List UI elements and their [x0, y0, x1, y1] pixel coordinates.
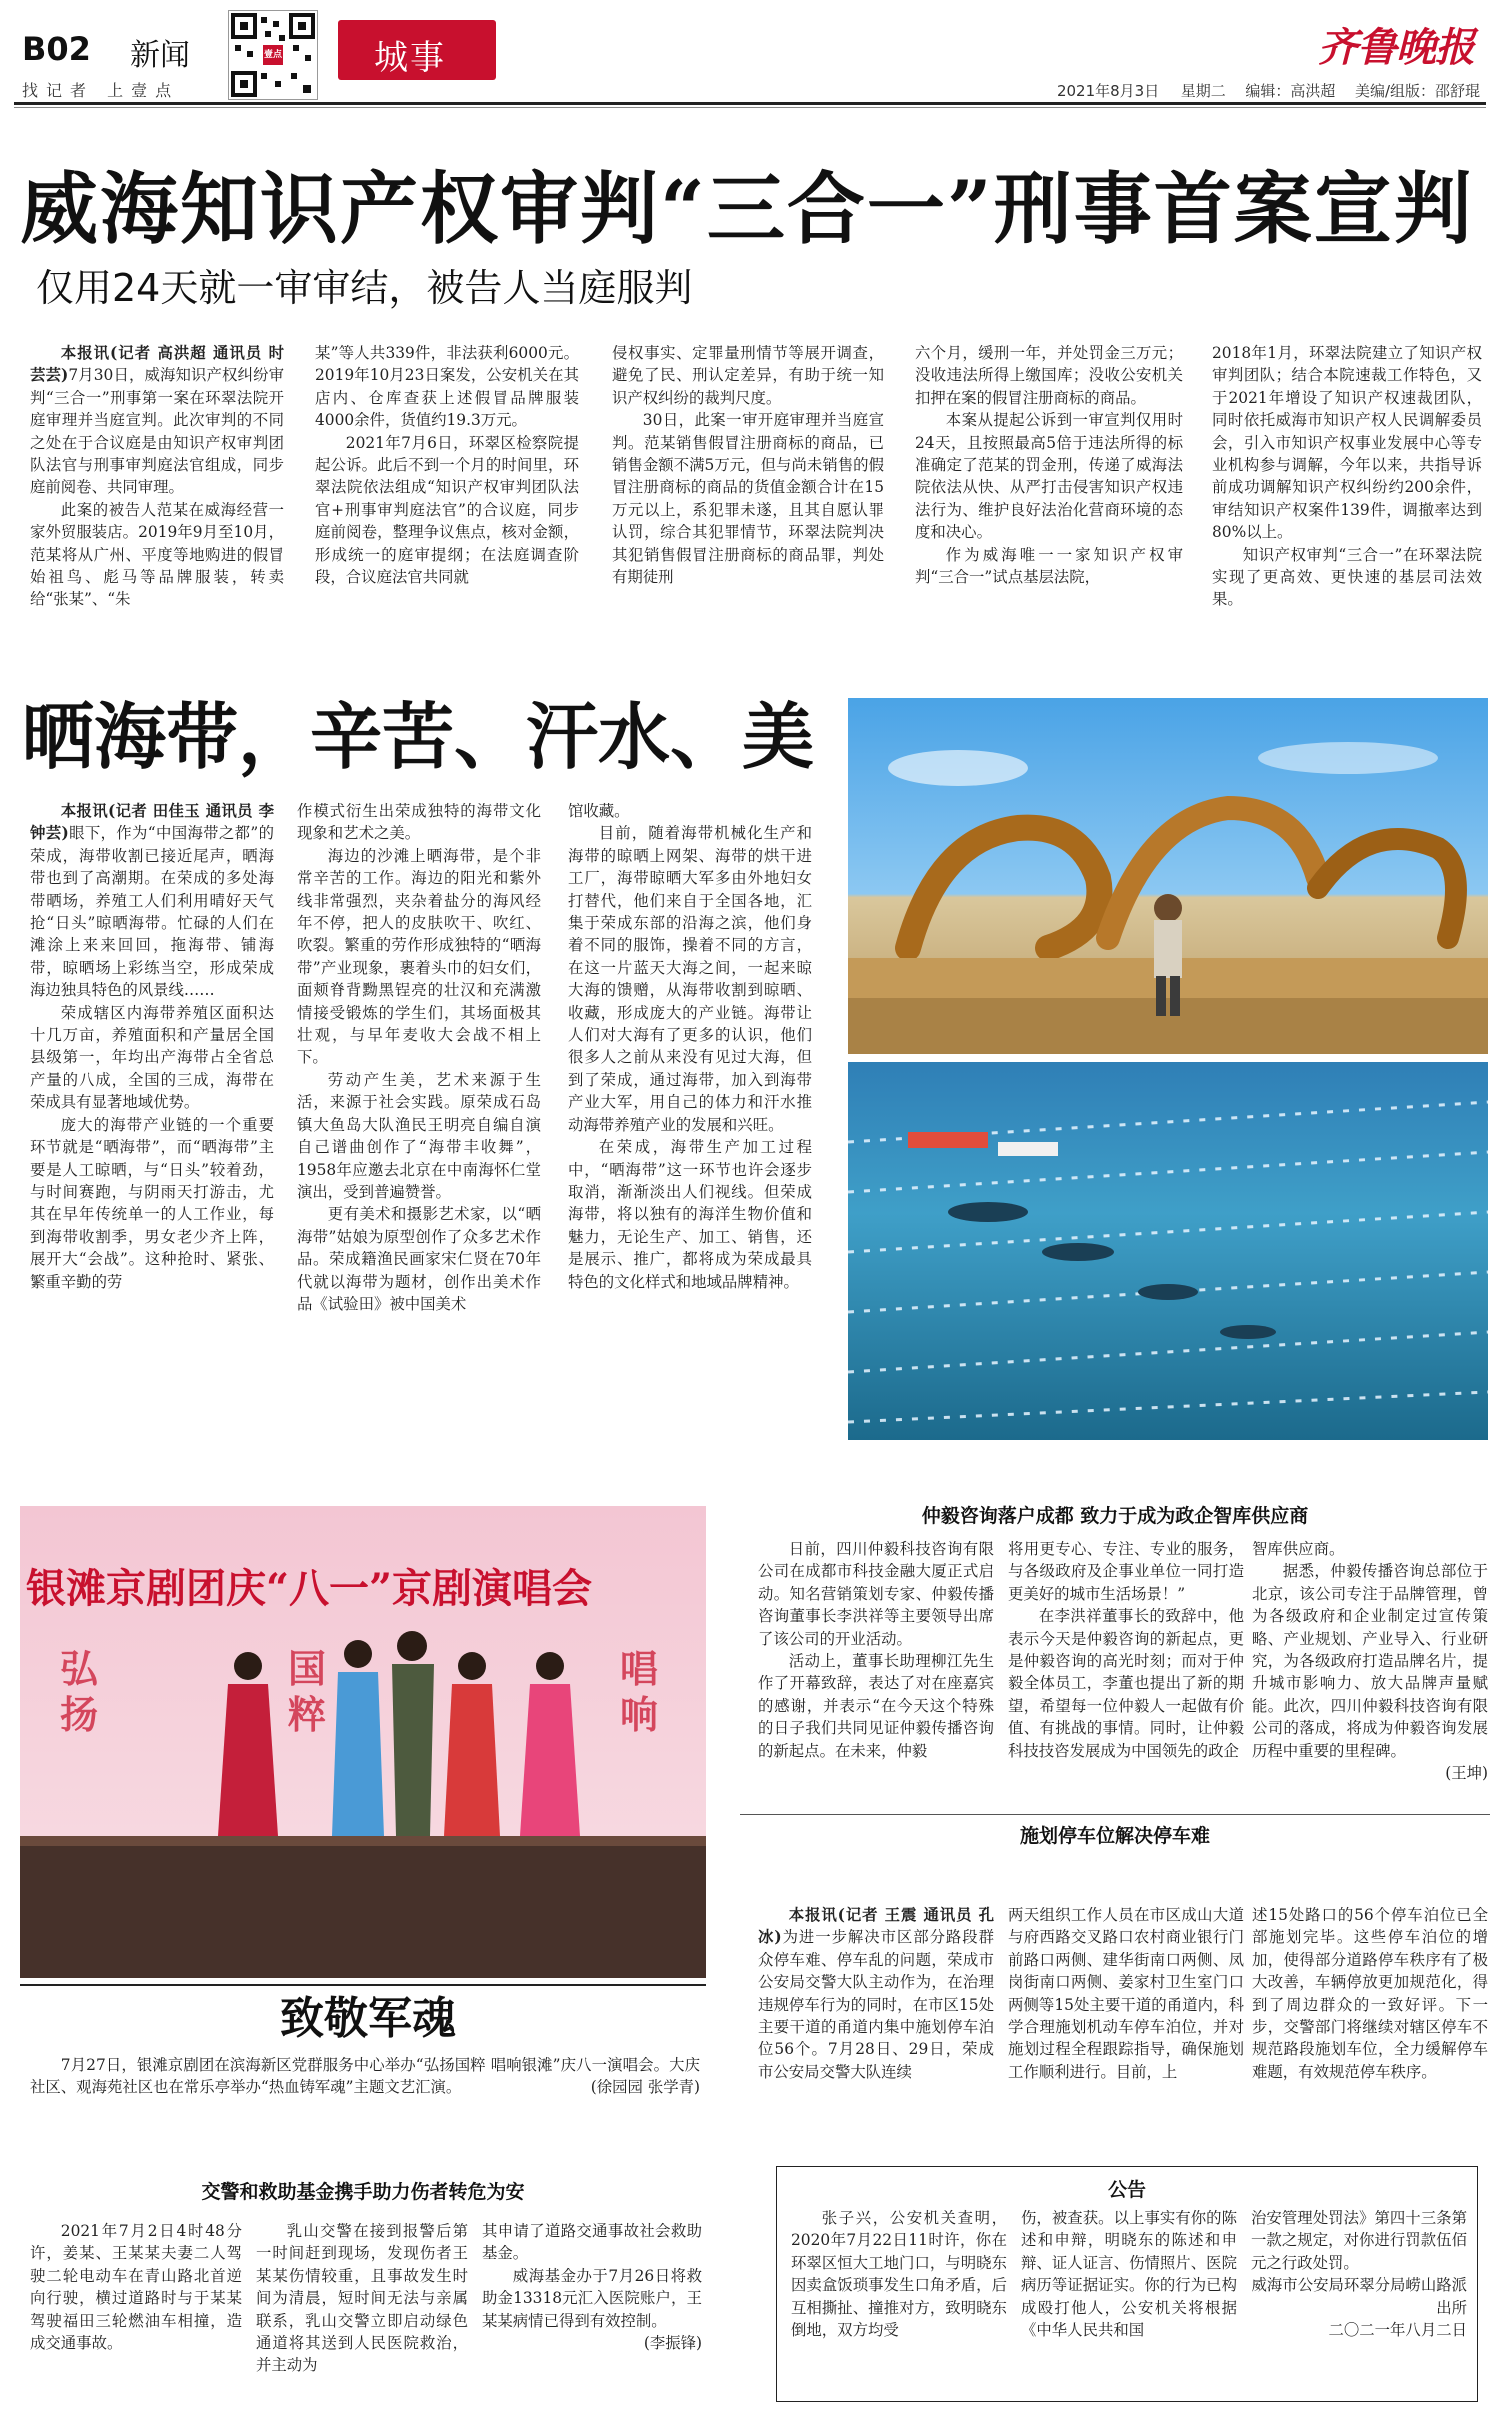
banner-text: 银滩京剧团庆“八一”京剧演唱会	[26, 1565, 593, 1612]
banner-side-left: 弘扬	[60, 1646, 99, 1737]
story-zhongyi-col-2: 将用更专心、专注、专业的服务，与各级政府及企事业单位一同打造更美好的城市生活场景！” 在李洪祥董事长的致辞中，他表示今天是仲毅咨询的新起点，更是仲毅咨询的高光时刻；而对于仲毅全体员工，李董也提出了新的期望，希望每一位仲毅人一起做有价值、有挑战的事情。同时，让仲毅科技技咨发展成为中国领先的政企	[1008, 1540, 1244, 1760]
photo-seaweed-drying[interactable]	[848, 698, 1488, 1054]
notice-col-3: 治安管理处罚法》第四十三条第一款之规定，对你进行罚款伍佰元之行政处罚。 威海市公安局环翠分局崂山路派出所 二〇二一年八月二日	[1251, 2207, 1467, 2397]
masthead-divider-thin	[14, 107, 1486, 108]
masthead	[0, 0, 1500, 112]
notice-col-2: 伤，被查获。以上事实有你的陈述和申辩，明晓东的陈述和申辩、证人证言、伤情照片、医院病历等证据证实。你的行为已构成殴打他人，公安机关将根据《中华人民共和国	[1021, 2209, 1237, 2340]
divider	[740, 1814, 1490, 1815]
issue-date: 2021年8月3日	[1056, 82, 1160, 100]
designer-credit: 美编/组版：邵舒琨	[1354, 82, 1480, 100]
story-seaweed-col-1: 本报讯(记者 田佳玉 通讯员 李钟芸)眼下，作为“中国海带之都”的荣成，海带收割已接近尾声，晒海带也到了高潮期。在荣成的多处海带晒场，养殖工人们利用晴好天气抢“日头”晾晒海带。忙碌的人们在滩涂上来来回回，拖海带、铺海带，晾晒场上彩练当空，形成荣成海边独具特色的风景线…… 荣成辖区内海带养殖区面积达十几万亩，养殖面积和产量居全国县级第一，年均出产海带占全省总产量的八成，全国的三成，海带在荣成具有显著地域优势。 庞大的海带产业链的一个重要环节就是“晒海带”，而“晒海带”主要是人工晾晒，与“日头”较着劲，与时间赛跑，与阴雨天打游击，尤其在早年传统单一的人工作业，每到海带收割季，男女老少齐上阵，展开大“会战”。这种抢时、紧张、繁重辛勤的劳	[30, 802, 274, 1291]
story-seaweed-col-2: 作模式衍生出荣成独特的海带文化现象和艺术之美。 海边的沙滩上晒海带，是个非常辛苦的工作。海边的阳光和紫外线非常强烈，夹杂着盐分的海风经年不停，把人的皮肤吹干、吹红、吹裂。繁重的劳作形成独特的“晒海带”产业现象，裹着头巾的妇女们，面颊脊背黝黑锃亮的壮汉和充满激情接受锻炼的学生们，其场面极其壮观，与早年麦收大会战不相上下。 劳动产生美，艺术来源于生活，来源于社会实践。原荣成石岛镇大鱼岛大队渔民王明亮自编自演自己谱曲创作了“海带丰收舞”，1958年应邀去北京在中南海怀仁堂演出，受到普遍赞誉。 更有美术和摄影艺术家，以“晒海带”姑娘为原型创作了众多艺术作品。荣成籍渔民画家宋仁贤在70年代就以海带为题材，创作出美术作品《试验田》被中国美术	[297, 802, 541, 1313]
story-ip-trial-subhead: 仅用24天就一审审结，被告人当庭服判	[36, 266, 693, 310]
byline: 本报讯(记者 高洪超 通讯员 时芸芸)	[30, 344, 284, 385]
photo-opera-caption-rule	[20, 1984, 706, 1986]
notice-col-1: 张子兴，公安机关查明，2020年7月22日11时许，你在环翠区恒大工地门口，与明晓东因卖盒饭琐事发生口角矛盾，后互相撕扯、撞推对方，致明晓东倒地，双方均受	[791, 2209, 1007, 2340]
issue-info	[1010, 80, 1480, 101]
story-parking-col-1: 本报讯(记者 王震 通讯员 孔冰)为进一步解决市区部分路段群众停车难、停车乱的问题，荣成市公安局交警大队主动作为，在治理违规停车行为的同时，在市区15处主要干道的甬道内集中施划停车泊位56个。7月28日、29日，荣成市公安局交警大队连续	[758, 1906, 994, 2081]
photo-opera-performance[interactable]	[20, 1506, 706, 1978]
story-ip-trial-col-2: 某”等人共339件，非法获利6000元。2019年10月23日案发，公安机关在其店内、仓库查获上述假冒品牌服装4000余件，货值约19.3万元。 2021年7月6日，环翠区检察院提起公诉。此后不到一个月的时间里，环翠法院依法组成“知识产权审判团队法官+刑事审判庭法官”的合议庭，同步庭前阅卷，整理争议焦点，核对金额，形成统一的庭审提纲；在法庭调查阶段，合议庭法官共同就	[315, 344, 579, 587]
page-number: B02	[22, 30, 91, 68]
byline: 本报讯(记者 田佳玉 通讯员 李钟芸)	[30, 802, 274, 843]
notice-signature: 威海市公安局环翠分局崂山路派出所	[1251, 2276, 1467, 2317]
story-zhongyi-col-1: 日前，四川仲毅科技咨询有限公司在成都市科技金融大厦正式启动。知名营销策划专家、仲毅传播咨询董事长李洪祥等主要领导出席了该公司的开业活动。 活动上，董事长助理柳江先生作了开幕致辞，表达了对在座嘉宾的感谢，并表示“在今天这个特殊的日子我们共同见证仲毅传播咨询的新起点。在未来，仲毅	[758, 1540, 994, 1760]
story-ip-trial-headline: 威海知识产权审判“三合一”刑事首案宣判	[20, 164, 1474, 255]
issue-weekday: 星期二	[1180, 82, 1226, 100]
story-ip-trial-col-3: 侵权事实、定罪量刑情节等展开调查，避免了民、刑认定差异，有助于统一知识产权纠纷的裁判尺度。 30日，此案一审开庭审理并当庭宣判。范某销售假冒注册商标的商品，已销售金额不满5万元，但与尚未销售的假冒注册商标的商品的货值金额合计在15万元以上，系犯罪未遂，且其自愿认罪认罚，综合其犯罪情节，环翠法院判决其犯销售假冒注册商标的商品罪，判处有期徒刑	[612, 344, 884, 587]
story-rescue-fund-headline: 交警和救助基金携手助力伤者转危为安	[201, 2181, 525, 2203]
story-parking-col-2: 两天组织工作人员在市区成山大道与府西路交叉路口农村商业银行门前路口两侧、建华街南口两侧、凤岗街南口两侧、姜家村卫生室门口两侧等15处主要干道的甬道内，科学合理施划机动车停车泊位，并对施划过程全程跟踪指导，确保施划工作顺利进行。目前，上	[1008, 1906, 1244, 2081]
story-military-headline: 致敬军魂	[280, 1993, 456, 2044]
byline: 本报讯(记者 王震 通讯员 孔冰)	[758, 1906, 994, 1947]
notice-box	[776, 2166, 1478, 2402]
photo-seaweed-farm[interactable]	[848, 1062, 1488, 1440]
credit: (李振锋)	[643, 2334, 702, 2353]
story-rescue-fund-col-3: 其申请了道路交通事故社会救助基金。 威海基金办于7月26日将救助金13318元汇入医院账户，王某某病情已得到有效控制。 (李振锋)	[482, 2220, 702, 2400]
story-ip-trial-col-5: 2018年1月，环翠法院建立了知识产权审判团队；结合本院速裁工作特色，又于2021年增设了知识产权速裁团队，同时依托威海市知识产权人民调解委员会，引入市知识产权事业发展中心等专业机构参与调解，今年以来，共指导诉前成功调解知识产权纠纷约200余件，审结知识产权案件139件，调撤率达到80%以上。 知识产权审判“三合一”在环翠法院实现了更高效、更快速的基层司法效果。	[1212, 344, 1482, 609]
story-ip-trial-col-1: 本报讯(记者 高洪超 通讯员 时芸芸)7月30日，威海知识产权纠纷审判“三合一”刑事第一案在环翠法院开庭审理并当庭宣判。此次审判的不同之处在于合议庭是由知识产权审判团队法官与刑事审判庭法官组成，同步庭前阅卷、共同审理。 此案的被告人范某在威海经营一家外贸服装店。2019年9月至10月，范某将从广州、平度等地购进的假冒始祖鸟、彪马等品牌服装，转卖给“张某”、“朱	[30, 344, 284, 609]
story-parking-col-3: 述15处路口的56个停车泊位已全部施划完毕。这些停车泊位的增加，使得部分道路停车秩序有了极大改善，车辆停放更加规范化，得到了周边群众的一致好评。下一步，交警部门将继续对辖区停车不规范路段施划车位，全力缓解停车难题，有效规范停车秩序。	[1252, 1906, 1488, 2081]
editor-credit: 编辑：高洪超	[1245, 82, 1336, 100]
banner-side-right: 唱响	[620, 1646, 659, 1737]
notice-title: 公告	[1107, 2179, 1146, 2201]
story-rescue-fund-col-1: 2021年7月2日4时48分许，姜某、王某某夫妻二人驾驶二轮电动车在青山路北首逆向行驶，横过道路时与于某某驾驶福田三轮燃油车相撞，造成交通事故。	[30, 2222, 242, 2353]
story-ip-trial-col-4: 六个月，缓刑一年，并处罚金三万元；没收违法所得上缴国库；没收公安机关扣押在案的假冒注册商标的商品。 本案从提起公诉到一审宣判仅用时24天，且按照最高5倍于违法所得的标准确定了范某的罚金刑，传递了威海法院依法从快、从严打击侵害知识产权违法行为、维护良好法治化营商环境的态度和决心。 作为威海唯一一家知识产权审判“三合一”试点基层法院，	[915, 344, 1183, 587]
section-badge	[338, 20, 496, 80]
credit: (徐园园 张学青)	[590, 2078, 700, 2097]
story-parking-headline: 施划停车位解决停车难	[1019, 1825, 1210, 1847]
notice-date: 二〇二一年八月二日	[1328, 2321, 1467, 2340]
masthead-divider	[14, 102, 1486, 105]
paper-logo: 齐鲁晚报	[1318, 24, 1474, 71]
section-label: 新闻	[130, 38, 190, 73]
story-zhongyi-col-3: 智库供应商。 据悉，仲毅传播咨询总部位于北京，该公司专注于品牌管理，曾为各级政府和企业制定过宣传策略、产业规划、产业导入、行业研究，为各级政府打造品牌名片，提升城市影响力、放大品牌声量赋能。此次，四川仲毅科技咨询有限公司的落成，将成为仲毅咨询发展历程中重要的里程碑。 (王坤)	[1252, 1538, 1488, 1808]
section-badge-label: 城事	[374, 38, 446, 78]
story-zhongyi-headline: 仲毅咨询落户成都 致力于成为政企智库供应商	[921, 1505, 1309, 1527]
story-rescue-fund-col-2: 乳山交警在接到报警后第一时间赶到现场，发现伤者王某某伤情较重，且事故发生时间为清晨，短时间无法与亲属联系，乳山交警立即启动绿色通道将其送到人民医院救治，并主动为	[256, 2222, 468, 2375]
qr-code[interactable]	[228, 10, 318, 100]
story-seaweed-col-3: 馆收藏。 目前，随着海带机械化生产和海带的晾晒上网架、海带的烘干进工厂，海带晾晒大军多由外地妇女打替代，他们来自于全国各地，汇集于荣成东部的沿海之滨，他们身着不同的服饰，操着不同的方言，在这一片蓝天大海之间，一起来晾大海的馈赠，从海带收割到晾晒、收藏，形成庞大的产业链。海带让人们对大海有了更多的认识，他们很多人之前从来没有见过大海，但到了荣成，通过海带，加入到海带产业大军，用自己的体力和汗水推动海带养殖产业的发展和兴旺。 在荣成，海带生产加工过程中，“晒海带”这一环节也许会逐步取消，渐渐淡出人们视线。但荣成海带，将以独有的海洋生物价值和魅力，无论生产、加工、销售，还是展示、推广，都将成为荣成最具特色的文化样式和地域品牌精神。	[568, 802, 812, 1291]
slogan: 找记者 上壹点	[22, 81, 180, 100]
banner-side-middle: 国粹	[288, 1646, 327, 1737]
qr-caption: 壹点	[264, 50, 283, 60]
story-seaweed-headline: 晒海带，辛苦、汗水、美	[22, 694, 815, 779]
story-military-body: 7月27日，银滩京剧团在滨海新区党群服务中心举办“弘扬国粹 唱响银滩”庆八一演唱会。大庆社区、观海苑社区也在常乐亭举办“热血铸军魂”主题文艺汇演。 (徐园园 张学青)	[30, 2054, 700, 2128]
credit: (王坤)	[1445, 1764, 1488, 1783]
